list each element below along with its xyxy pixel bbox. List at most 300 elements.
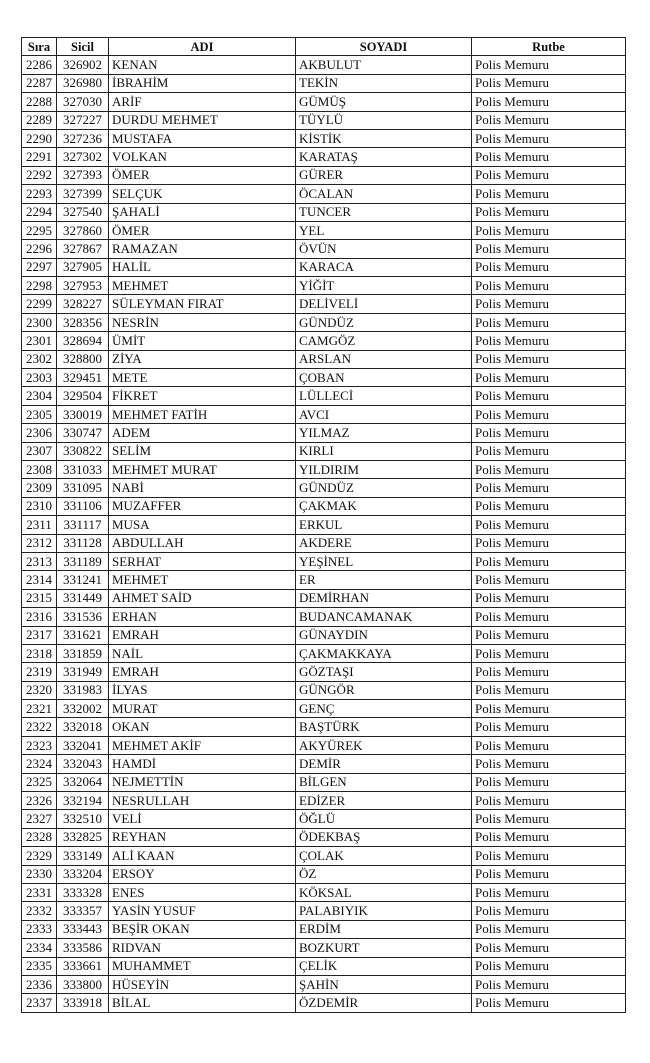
cell-adi: BEŞİR OKAN (109, 920, 296, 938)
cell-rutbe: Polis Memuru (472, 240, 626, 258)
table-row (22, 111, 626, 129)
cell-sicil: 332041 (57, 736, 109, 754)
table-row (22, 589, 626, 607)
cell-adi: MEHMET (109, 277, 296, 295)
cell-rutbe: Polis Memuru (472, 571, 626, 589)
header-sira: Sıra (22, 38, 57, 56)
cell-soyadi: GENÇ (296, 700, 472, 718)
table-row (22, 332, 626, 350)
cell-rutbe: Polis Memuru (472, 883, 626, 901)
cell-adi: ARİF (109, 93, 296, 111)
cell-soyadi: GÜMÜŞ (296, 93, 472, 111)
cell-rutbe: Polis Memuru (472, 975, 626, 993)
header-soyadi: SOYADI (296, 38, 472, 56)
cell-sicil: 327867 (57, 240, 109, 258)
cell-soyadi: ERKUL (296, 516, 472, 534)
cell-sira: 2300 (22, 313, 57, 331)
table-row (22, 920, 626, 938)
cell-rutbe: Polis Memuru (472, 332, 626, 350)
table-row (22, 277, 626, 295)
cell-sira: 2291 (22, 148, 57, 166)
cell-adi: MUSA (109, 516, 296, 534)
table-row (22, 240, 626, 258)
cell-adi: AHMET SAİD (109, 589, 296, 607)
cell-sicil: 331033 (57, 460, 109, 478)
document-page (21, 37, 625, 1013)
cell-rutbe: Polis Memuru (472, 792, 626, 810)
cell-adi: HAMDİ (109, 755, 296, 773)
cell-adi: ADEM (109, 424, 296, 442)
cell-sira: 2324 (22, 755, 57, 773)
cell-sira: 2296 (22, 240, 57, 258)
table-row (22, 221, 626, 239)
cell-adi: EMRAH (109, 626, 296, 644)
table-row (22, 700, 626, 718)
cell-soyadi: YEL (296, 221, 472, 239)
table-row (22, 350, 626, 368)
cell-rutbe: Polis Memuru (472, 295, 626, 313)
cell-soyadi: ÖDEKBAŞ (296, 828, 472, 846)
cell-sicil: 332194 (57, 792, 109, 810)
table-row (22, 258, 626, 276)
cell-rutbe: Polis Memuru (472, 221, 626, 239)
cell-rutbe: Polis Memuru (472, 920, 626, 938)
cell-sira: 2321 (22, 700, 57, 718)
table-row (22, 405, 626, 423)
cell-soyadi: BOZKURT (296, 939, 472, 957)
table-row (22, 865, 626, 883)
cell-sira: 2328 (22, 828, 57, 846)
cell-sira: 2289 (22, 111, 57, 129)
cell-adi: ŞAHALİ (109, 203, 296, 221)
table-row (22, 166, 626, 184)
cell-rutbe: Polis Memuru (472, 552, 626, 570)
cell-rutbe: Polis Memuru (472, 166, 626, 184)
cell-adi: KENAN (109, 56, 296, 74)
cell-sira: 2306 (22, 424, 57, 442)
cell-sicil: 331621 (57, 626, 109, 644)
cell-sira: 2312 (22, 534, 57, 552)
cell-rutbe: Polis Memuru (472, 663, 626, 681)
cell-adi: SERHAT (109, 552, 296, 570)
cell-sira: 2308 (22, 460, 57, 478)
header-sicil: Sicil (57, 38, 109, 56)
cell-rutbe: Polis Memuru (472, 957, 626, 975)
header-rutbe: Rutbe (472, 38, 626, 56)
cell-adi: FİKRET (109, 387, 296, 405)
cell-rutbe: Polis Memuru (472, 313, 626, 331)
cell-rutbe: Polis Memuru (472, 93, 626, 111)
cell-sira: 2288 (22, 93, 57, 111)
cell-rutbe: Polis Memuru (472, 111, 626, 129)
cell-sicil: 330822 (57, 442, 109, 460)
cell-adi: VELİ (109, 810, 296, 828)
table-row (22, 534, 626, 552)
cell-sira: 2335 (22, 957, 57, 975)
table-row (22, 644, 626, 662)
cell-sicil: 333800 (57, 975, 109, 993)
cell-soyadi: BUDANCAMANAK (296, 608, 472, 626)
cell-soyadi: AVCI (296, 405, 472, 423)
cell-adi: ÖMER (109, 221, 296, 239)
cell-soyadi: ÖZDEMİR (296, 994, 472, 1012)
cell-adi: NABİ (109, 479, 296, 497)
cell-sicil: 333204 (57, 865, 109, 883)
cell-soyadi: YEŞİNEL (296, 552, 472, 570)
cell-adi: DURDU MEHMET (109, 111, 296, 129)
table-row (22, 497, 626, 515)
cell-soyadi: YILDIRIM (296, 460, 472, 478)
table-row (22, 718, 626, 736)
cell-adi: ÖMER (109, 166, 296, 184)
cell-sira: 2287 (22, 74, 57, 92)
table-row (22, 479, 626, 497)
table-row (22, 552, 626, 570)
cell-sira: 2318 (22, 644, 57, 662)
cell-soyadi: YILMAZ (296, 424, 472, 442)
cell-rutbe: Polis Memuru (472, 387, 626, 405)
cell-rutbe: Polis Memuru (472, 424, 626, 442)
table-row (22, 994, 626, 1012)
cell-sicil: 331949 (57, 663, 109, 681)
cell-adi: MUHAMMET (109, 957, 296, 975)
table-row (22, 957, 626, 975)
cell-rutbe: Polis Memuru (472, 626, 626, 644)
cell-sicil: 327905 (57, 258, 109, 276)
cell-rutbe: Polis Memuru (472, 148, 626, 166)
table-row (22, 810, 626, 828)
cell-sira: 2293 (22, 185, 57, 203)
cell-soyadi: TÜYLÜ (296, 111, 472, 129)
cell-soyadi: GÜNDÜZ (296, 313, 472, 331)
cell-rutbe: Polis Memuru (472, 810, 626, 828)
cell-sicil: 331241 (57, 571, 109, 589)
cell-rutbe: Polis Memuru (472, 516, 626, 534)
cell-sicil: 328800 (57, 350, 109, 368)
cell-adi: METE (109, 369, 296, 387)
cell-soyadi: BAŞTÜRK (296, 718, 472, 736)
table-row (22, 424, 626, 442)
cell-rutbe: Polis Memuru (472, 185, 626, 203)
cell-sira: 2313 (22, 552, 57, 570)
cell-soyadi: TEKİN (296, 74, 472, 92)
cell-sira: 2286 (22, 56, 57, 74)
cell-sicil: 331095 (57, 479, 109, 497)
cell-sicil: 332043 (57, 755, 109, 773)
cell-sicil: 328227 (57, 295, 109, 313)
table-row (22, 313, 626, 331)
cell-sira: 2305 (22, 405, 57, 423)
cell-sicil: 330747 (57, 424, 109, 442)
cell-soyadi: ÇOBAN (296, 369, 472, 387)
cell-adi: NEJMETTİN (109, 773, 296, 791)
table-row (22, 571, 626, 589)
table-row (22, 74, 626, 92)
cell-sicil: 327540 (57, 203, 109, 221)
cell-soyadi: GÜNDÜZ (296, 479, 472, 497)
cell-soyadi: ÖVÜN (296, 240, 472, 258)
cell-soyadi: BİLGEN (296, 773, 472, 791)
cell-rutbe: Polis Memuru (472, 497, 626, 515)
cell-soyadi: ÖĞLÜ (296, 810, 472, 828)
cell-adi: MUZAFFER (109, 497, 296, 515)
cell-sicil: 328694 (57, 332, 109, 350)
cell-sicil: 333918 (57, 994, 109, 1012)
cell-rutbe: Polis Memuru (472, 902, 626, 920)
table-row (22, 203, 626, 221)
cell-rutbe: Polis Memuru (472, 277, 626, 295)
cell-sira: 2299 (22, 295, 57, 313)
table-row (22, 460, 626, 478)
cell-soyadi: ERDİM (296, 920, 472, 938)
cell-sira: 2327 (22, 810, 57, 828)
cell-adi: SELÇUK (109, 185, 296, 203)
cell-adi: OKAN (109, 718, 296, 736)
cell-sira: 2326 (22, 792, 57, 810)
cell-sicil: 327860 (57, 221, 109, 239)
cell-sicil: 331128 (57, 534, 109, 552)
table-row (22, 295, 626, 313)
cell-soyadi: DEMİR (296, 755, 472, 773)
cell-soyadi: ŞAHİN (296, 975, 472, 993)
cell-rutbe: Polis Memuru (472, 129, 626, 147)
cell-adi: HÜSEYİN (109, 975, 296, 993)
cell-sicil: 331859 (57, 644, 109, 662)
table-row (22, 736, 626, 754)
cell-sicil: 333586 (57, 939, 109, 957)
table-row (22, 902, 626, 920)
cell-sicil: 332510 (57, 810, 109, 828)
personnel-table (21, 37, 626, 1013)
cell-soyadi: AKBULUT (296, 56, 472, 74)
cell-rutbe: Polis Memuru (472, 828, 626, 846)
cell-sira: 2294 (22, 203, 57, 221)
cell-sira: 2334 (22, 939, 57, 957)
cell-rutbe: Polis Memuru (472, 203, 626, 221)
cell-adi: MEHMET FATİH (109, 405, 296, 423)
cell-sicil: 331106 (57, 497, 109, 515)
table-row (22, 975, 626, 993)
cell-sicil: 333328 (57, 883, 109, 901)
cell-rutbe: Polis Memuru (472, 74, 626, 92)
table-row (22, 883, 626, 901)
cell-sicil: 326902 (57, 56, 109, 74)
table-row (22, 93, 626, 111)
cell-sira: 2314 (22, 571, 57, 589)
cell-sira: 2301 (22, 332, 57, 350)
cell-rutbe: Polis Memuru (472, 939, 626, 957)
cell-adi: ERSOY (109, 865, 296, 883)
cell-sira: 2329 (22, 847, 57, 865)
cell-soyadi: GÜNAYDIN (296, 626, 472, 644)
cell-soyadi: ÇAKMAKKAYA (296, 644, 472, 662)
cell-sira: 2309 (22, 479, 57, 497)
cell-rutbe: Polis Memuru (472, 644, 626, 662)
cell-sicil: 332018 (57, 718, 109, 736)
cell-soyadi: AKYÜREK (296, 736, 472, 754)
table-row (22, 755, 626, 773)
cell-sira: 2320 (22, 681, 57, 699)
cell-sicil: 332002 (57, 700, 109, 718)
cell-sicil: 329504 (57, 387, 109, 405)
cell-soyadi: GÜNGÖR (296, 681, 472, 699)
cell-sira: 2322 (22, 718, 57, 736)
table-row (22, 442, 626, 460)
cell-sira: 2319 (22, 663, 57, 681)
cell-sicil: 329451 (57, 369, 109, 387)
cell-sira: 2295 (22, 221, 57, 239)
cell-rutbe: Polis Memuru (472, 994, 626, 1012)
table-row (22, 939, 626, 957)
cell-rutbe: Polis Memuru (472, 479, 626, 497)
cell-soyadi: ARSLAN (296, 350, 472, 368)
table-header-row (22, 38, 626, 56)
cell-soyadi: ÇELİK (296, 957, 472, 975)
cell-sicil: 331536 (57, 608, 109, 626)
cell-soyadi: KIRLI (296, 442, 472, 460)
cell-soyadi: KÖKSAL (296, 883, 472, 901)
table-row (22, 56, 626, 74)
cell-sira: 2331 (22, 883, 57, 901)
table-row (22, 516, 626, 534)
cell-adi: EMRAH (109, 663, 296, 681)
cell-adi: SÜLEYMAN FIRAT (109, 295, 296, 313)
table-row (22, 792, 626, 810)
cell-sicil: 331449 (57, 589, 109, 607)
table-row (22, 369, 626, 387)
cell-soyadi: ER (296, 571, 472, 589)
cell-sira: 2292 (22, 166, 57, 184)
cell-adi: NESRİN (109, 313, 296, 331)
cell-soyadi: DELİVELİ (296, 295, 472, 313)
cell-sira: 2302 (22, 350, 57, 368)
cell-soyadi: PALABIYIK (296, 902, 472, 920)
cell-soyadi: ÖCALAN (296, 185, 472, 203)
cell-rutbe: Polis Memuru (472, 369, 626, 387)
cell-rutbe: Polis Memuru (472, 442, 626, 460)
cell-soyadi: GÖZTAŞI (296, 663, 472, 681)
cell-sira: 2315 (22, 589, 57, 607)
table-row (22, 387, 626, 405)
cell-adi: ALİ KAAN (109, 847, 296, 865)
table-row (22, 847, 626, 865)
cell-sicil: 332825 (57, 828, 109, 846)
cell-sira: 2310 (22, 497, 57, 515)
cell-adi: NESRULLAH (109, 792, 296, 810)
cell-sicil: 327399 (57, 185, 109, 203)
cell-sicil: 327953 (57, 277, 109, 295)
cell-rutbe: Polis Memuru (472, 773, 626, 791)
cell-rutbe: Polis Memuru (472, 681, 626, 699)
cell-sira: 2311 (22, 516, 57, 534)
cell-sira: 2298 (22, 277, 57, 295)
cell-adi: YASİN YUSUF (109, 902, 296, 920)
cell-sicil: 331983 (57, 681, 109, 699)
cell-sicil: 327236 (57, 129, 109, 147)
cell-rutbe: Polis Memuru (472, 736, 626, 754)
cell-rutbe: Polis Memuru (472, 718, 626, 736)
cell-sira: 2290 (22, 129, 57, 147)
cell-sira: 2304 (22, 387, 57, 405)
table-row (22, 681, 626, 699)
cell-sicil: 327030 (57, 93, 109, 111)
cell-sicil: 333661 (57, 957, 109, 975)
cell-rutbe: Polis Memuru (472, 460, 626, 478)
cell-sira: 2316 (22, 608, 57, 626)
cell-rutbe: Polis Memuru (472, 755, 626, 773)
cell-adi: HALİL (109, 258, 296, 276)
cell-soyadi: EDİZER (296, 792, 472, 810)
cell-soyadi: ÖZ (296, 865, 472, 883)
cell-adi: MEHMET AKİF (109, 736, 296, 754)
cell-sicil: 327393 (57, 166, 109, 184)
cell-adi: REYHAN (109, 828, 296, 846)
cell-adi: ZİYA (109, 350, 296, 368)
cell-sicil: 326980 (57, 74, 109, 92)
cell-soyadi: KİSTİK (296, 129, 472, 147)
cell-rutbe: Polis Memuru (472, 534, 626, 552)
cell-adi: RIDVAN (109, 939, 296, 957)
cell-adi: MURAT (109, 700, 296, 718)
cell-soyadi: ÇAKMAK (296, 497, 472, 515)
header-adi: ADI (109, 38, 296, 56)
cell-soyadi: GÜRER (296, 166, 472, 184)
table-row (22, 663, 626, 681)
cell-rutbe: Polis Memuru (472, 405, 626, 423)
cell-soyadi: KARATAŞ (296, 148, 472, 166)
cell-adi: MEHMET (109, 571, 296, 589)
cell-rutbe: Polis Memuru (472, 589, 626, 607)
cell-sicil: 331189 (57, 552, 109, 570)
cell-rutbe: Polis Memuru (472, 608, 626, 626)
cell-adi: SELİM (109, 442, 296, 460)
cell-adi: BİLAL (109, 994, 296, 1012)
cell-sira: 2332 (22, 902, 57, 920)
table-row (22, 773, 626, 791)
table-row (22, 129, 626, 147)
cell-sira: 2325 (22, 773, 57, 791)
cell-soyadi: TUNCER (296, 203, 472, 221)
cell-soyadi: LÜLLECİ (296, 387, 472, 405)
table-row (22, 185, 626, 203)
cell-rutbe: Polis Memuru (472, 700, 626, 718)
table-row (22, 148, 626, 166)
cell-adi: MUSTAFA (109, 129, 296, 147)
table-row (22, 608, 626, 626)
table-row (22, 828, 626, 846)
cell-sicil: 330019 (57, 405, 109, 423)
cell-adi: VOLKAN (109, 148, 296, 166)
cell-sira: 2333 (22, 920, 57, 938)
cell-soyadi: ÇOLAK (296, 847, 472, 865)
cell-sicil: 333357 (57, 902, 109, 920)
cell-rutbe: Polis Memuru (472, 847, 626, 865)
cell-sira: 2337 (22, 994, 57, 1012)
cell-sicil: 327302 (57, 148, 109, 166)
cell-adi: ÜMİT (109, 332, 296, 350)
cell-adi: ENES (109, 883, 296, 901)
cell-sira: 2330 (22, 865, 57, 883)
cell-adi: ERHAN (109, 608, 296, 626)
cell-adi: RAMAZAN (109, 240, 296, 258)
cell-rutbe: Polis Memuru (472, 865, 626, 883)
cell-adi: ABDULLAH (109, 534, 296, 552)
cell-adi: NAİL (109, 644, 296, 662)
cell-adi: İLYAS (109, 681, 296, 699)
cell-soyadi: YİĞİT (296, 277, 472, 295)
cell-sira: 2303 (22, 369, 57, 387)
cell-sicil: 332064 (57, 773, 109, 791)
